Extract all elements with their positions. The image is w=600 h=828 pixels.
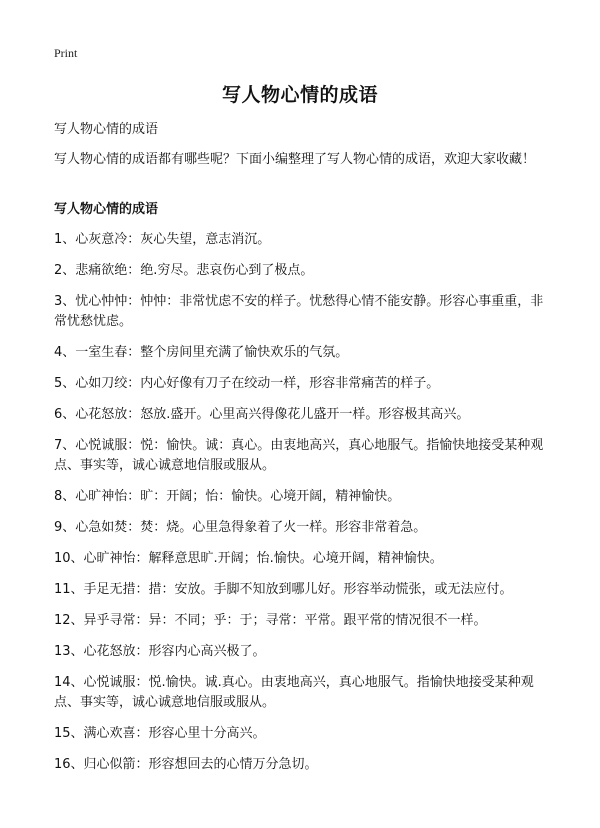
item-number: 4、 <box>54 345 76 360</box>
list-item <box>54 518 552 538</box>
item-number: 2、 <box>54 263 76 278</box>
list-item <box>54 755 552 775</box>
item-number: 7、 <box>54 438 76 453</box>
item-text: 异乎寻常：异：不同；乎：于；寻常：平常。跟平常的情况很不一样。 <box>83 613 487 628</box>
item-number: 14、 <box>54 675 84 690</box>
item-number: 6、 <box>54 407 76 422</box>
list-item <box>54 549 552 569</box>
item-text: 心旷神怡：解释意思旷.开阔；怡.愉快。心境开阔，精神愉快。 <box>83 551 443 566</box>
item-text: 心花怒放：怒放.盛开。心里高兴得像花儿盛开一样。形容极其高兴。 <box>75 407 470 422</box>
list-item <box>54 642 552 662</box>
item-text: 忧心忡忡：忡忡：非常忧虑不安的样子。忧愁得心情不能安静。形容心事重重，非常忧愁忧虑。 <box>54 294 544 329</box>
item-text: 心悦诚服：悦：愉快。诚：真心。由衷地高兴，真心地服气。指愉快地接受某种观点、事实等，诚心诚意地信服或服从。 <box>54 438 544 473</box>
list-item <box>54 292 552 332</box>
item-text: 心灰意冷：灰心失望，意志消沉。 <box>75 232 271 247</box>
list-item <box>54 580 552 600</box>
idiom-list <box>54 230 552 786</box>
list-item <box>54 724 552 744</box>
item-text: 悲痛欲绝：绝.穷尽。悲哀伤心到了极点。 <box>75 263 314 278</box>
item-number: 8、 <box>54 489 76 504</box>
item-number: 15、 <box>54 726 84 741</box>
print-link[interactable]: Print <box>54 46 78 60</box>
item-text: 归心似箭：形容想回去的心情万分急切。 <box>83 757 318 772</box>
item-number: 10、 <box>54 551 84 566</box>
intro-paragraph: 写人物心情的成语都有哪些呢？下面小编整理了写人物心情的成语，欢迎大家收藏！ <box>54 152 536 167</box>
item-text: 满心欢喜：形容心里十分高兴。 <box>83 726 266 741</box>
document-subtitle: 写人物心情的成语 <box>54 122 159 137</box>
list-item <box>54 374 552 394</box>
list-item <box>54 436 552 476</box>
item-number: 13、 <box>54 644 84 659</box>
page-title: 写人物心情的成语 <box>221 84 378 106</box>
list-item <box>54 230 552 250</box>
item-number: 9、 <box>54 520 76 535</box>
list-item <box>54 611 552 631</box>
item-number: 3、 <box>54 294 76 309</box>
item-text: 手足无措：措：安放。手脚不知放到哪儿好。形容举动慌张，或无法应付。 <box>83 582 513 597</box>
item-text: 心如刀绞：内心好像有刀子在绞动一样，形容非常痛苦的样子。 <box>75 376 440 391</box>
item-number: 12、 <box>54 613 84 628</box>
item-text: 一室生春：整个房间里充满了愉快欢乐的气氛。 <box>75 345 349 360</box>
item-text: 心急如焚：焚：烧。心里急得象着了火一样。形容非常着急。 <box>75 520 427 535</box>
list-item <box>54 673 552 713</box>
list-item <box>54 405 552 425</box>
section-heading: 写人物心情的成语 <box>54 202 159 217</box>
item-text: 心悦诚服：悦.愉快。诚.真心。由衷地高兴，真心地服气。指愉快地接受某种观点、事实等，诚心诚意地信服或服从。 <box>54 675 534 710</box>
item-number: 16、 <box>54 757 84 772</box>
item-number: 11、 <box>54 582 84 597</box>
item-number: 5、 <box>54 376 76 391</box>
item-number: 1、 <box>54 232 76 247</box>
item-text: 心花怒放：形容内心高兴极了。 <box>83 644 266 659</box>
list-item <box>54 261 552 281</box>
item-text: 心旷神怡：旷：开阔；怡：愉快。心境开阔，精神愉快。 <box>75 489 401 504</box>
list-item <box>54 487 552 507</box>
list-item <box>54 343 552 363</box>
